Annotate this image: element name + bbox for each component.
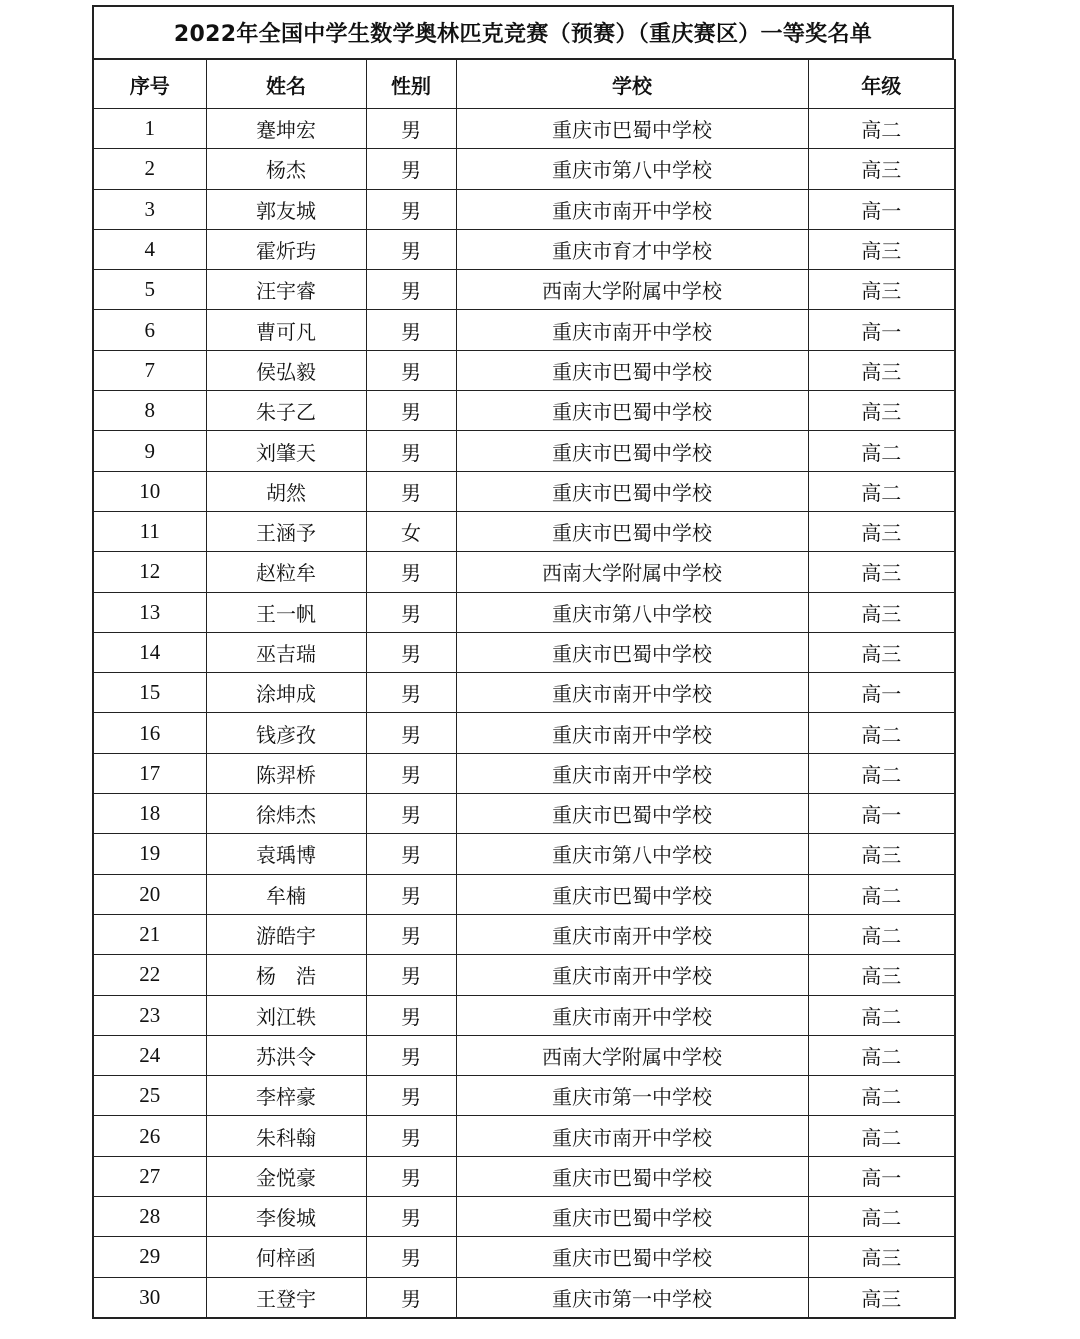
- cell-grade: 高三: [808, 1237, 955, 1277]
- table-row: [93, 1035, 955, 1075]
- table-row: [93, 310, 955, 350]
- table-row: [93, 1277, 955, 1318]
- cell-grade: 高三: [808, 391, 955, 431]
- cell-school: 重庆市南开中学校: [456, 310, 808, 350]
- cell-name: 徐炜杰: [206, 794, 366, 834]
- table-row: [93, 350, 955, 390]
- cell-school: 重庆市巴蜀中学校: [456, 109, 808, 149]
- cell-school: 西南大学附属中学校: [456, 552, 808, 592]
- cell-school: 重庆市巴蜀中学校: [456, 1197, 808, 1237]
- cell-no: 28: [93, 1197, 206, 1237]
- header-gender: 性别: [366, 60, 456, 109]
- table-row: [93, 1156, 955, 1196]
- cell-name: 杨杰: [206, 149, 366, 189]
- cell-gender: 男: [366, 632, 456, 672]
- cell-gender: 男: [366, 391, 456, 431]
- table-row: [93, 270, 955, 310]
- cell-gender: 男: [366, 673, 456, 713]
- cell-school: 西南大学附属中学校: [456, 270, 808, 310]
- cell-grade: 高三: [808, 552, 955, 592]
- cell-gender: 男: [366, 471, 456, 511]
- cell-no: 21: [93, 914, 206, 954]
- cell-school: 重庆市第八中学校: [456, 149, 808, 189]
- cell-no: 13: [93, 592, 206, 632]
- cell-name: 郭友城: [206, 189, 366, 229]
- header-name: 姓名: [206, 60, 366, 109]
- table-row: [93, 229, 955, 269]
- cell-name: 袁瑀博: [206, 834, 366, 874]
- cell-gender: 男: [366, 1237, 456, 1277]
- cell-school: 重庆市巴蜀中学校: [456, 1237, 808, 1277]
- table-body: [93, 109, 955, 1318]
- table-row: [93, 511, 955, 551]
- cell-no: 23: [93, 995, 206, 1035]
- cell-school: 重庆市第一中学校: [456, 1076, 808, 1116]
- cell-name: 霍炘玙: [206, 229, 366, 269]
- table-row: [93, 109, 955, 149]
- cell-gender: 男: [366, 592, 456, 632]
- header-school: 学校: [456, 60, 808, 109]
- cell-no: 11: [93, 511, 206, 551]
- header-grade: 年级: [808, 60, 955, 109]
- table-row: [93, 189, 955, 229]
- cell-name: 陈羿桥: [206, 753, 366, 793]
- table-row: [93, 592, 955, 632]
- cell-gender: 男: [366, 109, 456, 149]
- cell-school: 重庆市巴蜀中学校: [456, 511, 808, 551]
- cell-gender: 男: [366, 229, 456, 269]
- cell-school: 重庆市第八中学校: [456, 834, 808, 874]
- cell-grade: 高二: [808, 109, 955, 149]
- cell-grade: 高三: [808, 229, 955, 269]
- cell-gender: 男: [366, 914, 456, 954]
- cell-school: 重庆市巴蜀中学校: [456, 431, 808, 471]
- cell-gender: 男: [366, 189, 456, 229]
- cell-grade: 高一: [808, 673, 955, 713]
- cell-gender: 男: [366, 753, 456, 793]
- cell-school: 重庆市南开中学校: [456, 955, 808, 995]
- cell-name: 李梓豪: [206, 1076, 366, 1116]
- cell-no: 18: [93, 794, 206, 834]
- cell-no: 26: [93, 1116, 206, 1156]
- cell-school: 重庆市巴蜀中学校: [456, 794, 808, 834]
- cell-name: 刘江轶: [206, 995, 366, 1035]
- table-row: [93, 552, 955, 592]
- cell-no: 22: [93, 955, 206, 995]
- cell-no: 30: [93, 1277, 206, 1318]
- cell-gender: 男: [366, 149, 456, 189]
- cell-grade: 高二: [808, 471, 955, 511]
- cell-name: 王涵予: [206, 511, 366, 551]
- cell-grade: 高三: [808, 350, 955, 390]
- cell-no: 1: [93, 109, 206, 149]
- table-row: [93, 834, 955, 874]
- cell-no: 17: [93, 753, 206, 793]
- cell-school: 重庆市巴蜀中学校: [456, 471, 808, 511]
- cell-school: 重庆市巴蜀中学校: [456, 874, 808, 914]
- cell-school: 重庆市南开中学校: [456, 753, 808, 793]
- cell-gender: 男: [366, 1156, 456, 1196]
- cell-gender: 男: [366, 955, 456, 995]
- cell-name: 牟楠: [206, 874, 366, 914]
- table-row: [93, 914, 955, 954]
- cell-no: 3: [93, 189, 206, 229]
- cell-name: 侯弘毅: [206, 350, 366, 390]
- cell-name: 王登宇: [206, 1277, 366, 1318]
- cell-grade: 高二: [808, 753, 955, 793]
- document-title: 2022年全国中学生数学奥林匹克竞赛（预赛）（重庆赛区）一等奖名单: [92, 5, 954, 59]
- table-row: [93, 1237, 955, 1277]
- cell-no: 19: [93, 834, 206, 874]
- cell-name: 苏洪令: [206, 1035, 366, 1075]
- cell-grade: 高三: [808, 955, 955, 995]
- cell-name: 王一帆: [206, 592, 366, 632]
- table-row: [93, 713, 955, 753]
- cell-name: 汪宇睿: [206, 270, 366, 310]
- cell-gender: 男: [366, 1076, 456, 1116]
- cell-grade: 高三: [808, 1277, 955, 1318]
- cell-no: 14: [93, 632, 206, 672]
- table-row: [93, 995, 955, 1035]
- table-row: [93, 391, 955, 431]
- cell-grade: 高二: [808, 1197, 955, 1237]
- cell-gender: 男: [366, 1197, 456, 1237]
- cell-no: 12: [93, 552, 206, 592]
- cell-grade: 高三: [808, 834, 955, 874]
- cell-gender: 男: [366, 350, 456, 390]
- cell-school: 重庆市第一中学校: [456, 1277, 808, 1318]
- cell-school: 重庆市南开中学校: [456, 995, 808, 1035]
- cell-name: 朱子乙: [206, 391, 366, 431]
- cell-grade: 高二: [808, 1035, 955, 1075]
- cell-name: 李俊城: [206, 1197, 366, 1237]
- cell-gender: 男: [366, 1035, 456, 1075]
- table-row: [93, 1116, 955, 1156]
- table-row: [93, 632, 955, 672]
- cell-grade: 高二: [808, 431, 955, 471]
- cell-gender: 男: [366, 713, 456, 753]
- table-row: [93, 1076, 955, 1116]
- cell-no: 24: [93, 1035, 206, 1075]
- cell-school: 重庆市巴蜀中学校: [456, 1156, 808, 1196]
- award-table: [92, 59, 956, 1319]
- cell-grade: 高二: [808, 914, 955, 954]
- table-row: [93, 955, 955, 995]
- cell-grade: 高二: [808, 1116, 955, 1156]
- table-row: [93, 149, 955, 189]
- cell-school: 重庆市南开中学校: [456, 713, 808, 753]
- cell-grade: 高二: [808, 713, 955, 753]
- cell-school: 重庆市巴蜀中学校: [456, 632, 808, 672]
- cell-no: 27: [93, 1156, 206, 1196]
- cell-gender: 女: [366, 511, 456, 551]
- cell-no: 2: [93, 149, 206, 189]
- cell-no: 8: [93, 391, 206, 431]
- cell-no: 5: [93, 270, 206, 310]
- cell-gender: 男: [366, 1116, 456, 1156]
- cell-name: 钱彦孜: [206, 713, 366, 753]
- cell-name: 何梓函: [206, 1237, 366, 1277]
- cell-name: 游皓宇: [206, 914, 366, 954]
- table-row: [93, 874, 955, 914]
- cell-name: 胡然: [206, 471, 366, 511]
- cell-grade: 高一: [808, 310, 955, 350]
- cell-gender: 男: [366, 874, 456, 914]
- cell-grade: 高一: [808, 189, 955, 229]
- cell-name: 刘肇天: [206, 431, 366, 471]
- cell-no: 4: [93, 229, 206, 269]
- cell-gender: 男: [366, 995, 456, 1035]
- cell-name: 金悦豪: [206, 1156, 366, 1196]
- cell-gender: 男: [366, 270, 456, 310]
- table-row: [93, 431, 955, 471]
- cell-school: 重庆市巴蜀中学校: [456, 391, 808, 431]
- cell-no: 6: [93, 310, 206, 350]
- cell-grade: 高三: [808, 592, 955, 632]
- cell-name: 朱科翰: [206, 1116, 366, 1156]
- cell-no: 9: [93, 431, 206, 471]
- cell-grade: 高三: [808, 270, 955, 310]
- cell-no: 29: [93, 1237, 206, 1277]
- table-row: [93, 673, 955, 713]
- cell-grade: 高二: [808, 995, 955, 1035]
- table-header-row: [93, 60, 955, 109]
- cell-gender: 男: [366, 310, 456, 350]
- cell-school: 重庆市育才中学校: [456, 229, 808, 269]
- cell-name: 涂坤成: [206, 673, 366, 713]
- cell-name: 赵粒牟: [206, 552, 366, 592]
- cell-no: 10: [93, 471, 206, 511]
- table-row: [93, 794, 955, 834]
- cell-name: 杨 浩: [206, 955, 366, 995]
- cell-grade: 高一: [808, 1156, 955, 1196]
- cell-no: 20: [93, 874, 206, 914]
- cell-gender: 男: [366, 431, 456, 471]
- header-no: 序号: [93, 60, 206, 109]
- cell-school: 重庆市巴蜀中学校: [456, 350, 808, 390]
- cell-grade: 高三: [808, 511, 955, 551]
- cell-grade: 高一: [808, 794, 955, 834]
- cell-no: 7: [93, 350, 206, 390]
- award-list-document: [92, 5, 954, 1319]
- cell-no: 15: [93, 673, 206, 713]
- cell-school: 重庆市南开中学校: [456, 189, 808, 229]
- cell-school: 西南大学附属中学校: [456, 1035, 808, 1075]
- cell-gender: 男: [366, 552, 456, 592]
- cell-grade: 高二: [808, 874, 955, 914]
- cell-grade: 高三: [808, 149, 955, 189]
- cell-name: 蹇坤宏: [206, 109, 366, 149]
- cell-gender: 男: [366, 834, 456, 874]
- table-row: [93, 1197, 955, 1237]
- cell-grade: 高三: [808, 632, 955, 672]
- cell-name: 巫吉瑞: [206, 632, 366, 672]
- table-row: [93, 471, 955, 511]
- table-row: [93, 753, 955, 793]
- cell-no: 25: [93, 1076, 206, 1116]
- cell-school: 重庆市南开中学校: [456, 914, 808, 954]
- cell-school: 重庆市南开中学校: [456, 1116, 808, 1156]
- cell-grade: 高二: [808, 1076, 955, 1116]
- cell-gender: 男: [366, 794, 456, 834]
- cell-no: 16: [93, 713, 206, 753]
- cell-name: 曹可凡: [206, 310, 366, 350]
- cell-school: 重庆市第八中学校: [456, 592, 808, 632]
- cell-school: 重庆市南开中学校: [456, 673, 808, 713]
- cell-gender: 男: [366, 1277, 456, 1318]
